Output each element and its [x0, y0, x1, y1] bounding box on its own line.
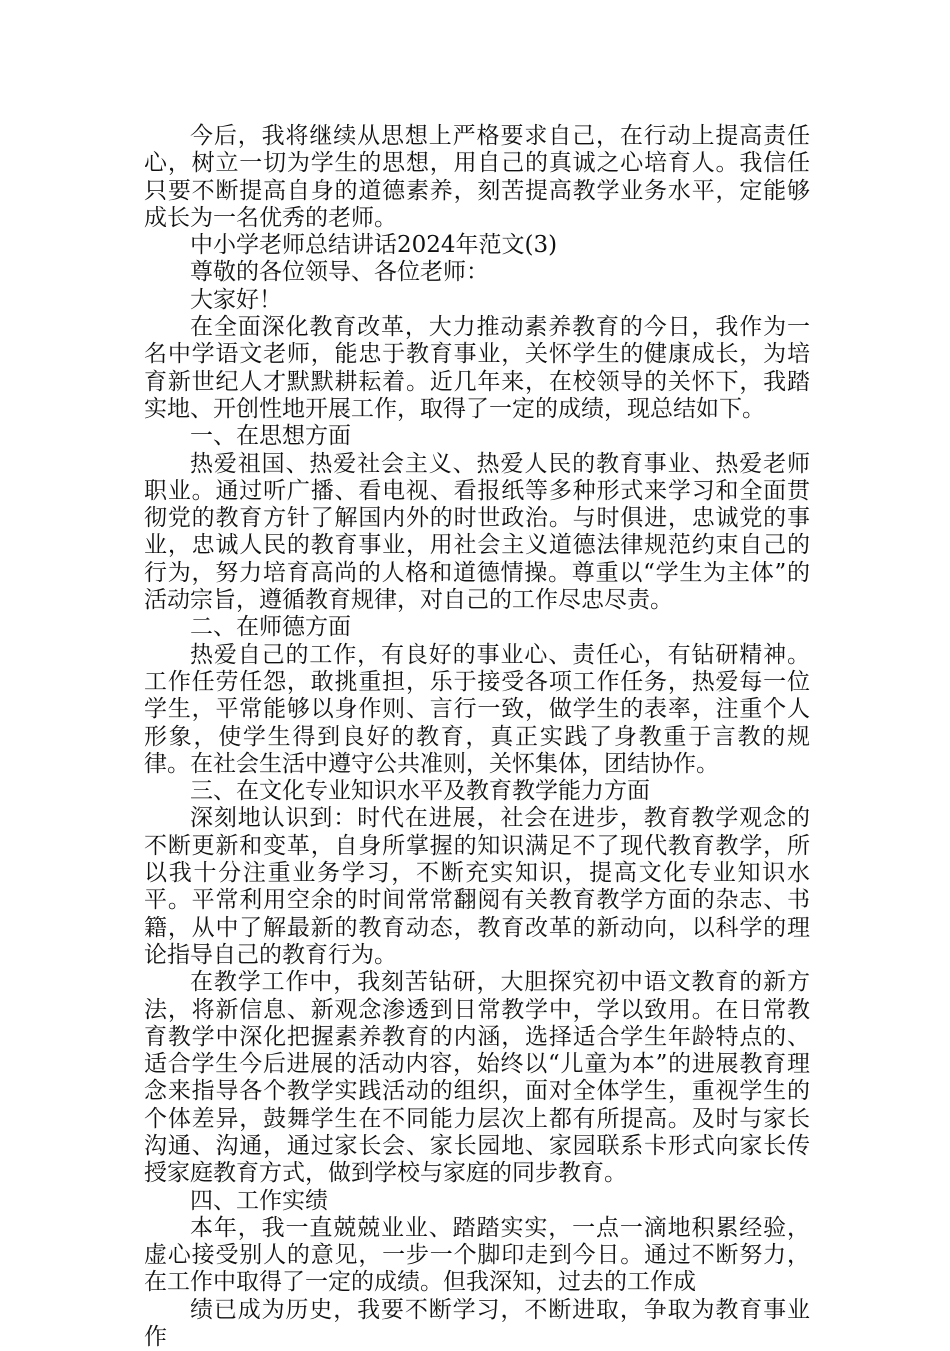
paragraph-teaching-work: 在教学工作中，我刻苦钻研，大胆探究初中语文教育的新方法，将新信息、新观念渗透到日常教学中，学以致用。在日常教育教学中深化把握素养教育的内涵，选择适合学生年龄特点的、适合学生今后进展的活动内容，始终以“儿童为本”的进展教育理念来指导各个教学实践活动的组织，面对全体学生，重视学生的个体差异，鼓舞学生在不同能力层次上都有所提高。及时与家长沟通、沟通，通过家长会、家长园地、家园联系卡形式向家长传授家庭教育方式，做到学校与家庭的同步教育。	[144, 969, 810, 1187]
paragraph-achievements: 本年，我一直兢兢业业、踏踏实实，一点一滴地积累经验，虚心接受别人的意见，一步一个脚印走到今日。通过不断努力，在工作中取得了一定的成绩。但我深知，过去的工作成	[144, 1214, 810, 1296]
heading-achievements: 四、工作实绩	[190, 1187, 328, 1214]
paragraph-introduction: 在全面深化教育改革，大力推动素养教育的今日，我作为一名中学语文老师，能忠于教育事业，关怀学生的健康成长，为培育新世纪人才默默耕耘着。近几年来，在校领导的关怀下，我踏实地、开创性地开展工作，取得了一定的成绩，现总结如下。	[144, 314, 810, 422]
paragraph-closing-remarks: 今后，我将继续从思想上严格要求自己，在行动上提高责任心，树立一切为学生的思想，用自己的真诚之心培育人。我信任只要不断提高自身的道德素养，刻苦提高教学业务水平，定能够成长为一名优秀的老师。	[144, 123, 810, 231]
paragraph-ethics: 热爱自己的工作，有良好的事业心、责任心，有钻研精神。工作任劳任怨，敢挑重担，乐于接受各项工作任务，热爱每一位学生，平常能够以身作则、言行一致，做学生的表率，注重个人形象，使学生得到良好的教育，真正实践了身教重于言教的规律。在社会生活中遵守公共准则，关怀集体，团结协作。	[144, 641, 810, 777]
salutation: 尊敬的各位领导、各位老师：	[190, 259, 489, 286]
greeting: 大家好！	[190, 286, 282, 313]
paragraph-ideology: 热爱祖国、热爱社会主义、热爱人民的教育事业、热爱老师职业。通过听广播、看电视、看报纸等多种形式来学习和全面贯彻党的教育方针了解国内外的时世政治。与时俱进，忠诚党的事业，忠诚人民的教育事业，用社会主义道德法律规范约束自己的行为，努力培育高尚的人格和道德情操。尊重以“学生为主体”的活动宗旨，遵循教育规律，对自己的工作尽忠尽责。	[144, 450, 810, 614]
heading-professional-knowledge: 三、在文化专业知识水平及教育教学能力方面	[190, 778, 650, 805]
section-title: 中小学老师总结讲话2024年范文(3)	[190, 232, 558, 259]
heading-ethics: 二、在师德方面	[190, 614, 351, 641]
heading-ideology: 一、在思想方面	[190, 423, 351, 450]
paragraph-professional-knowledge: 深刻地认识到：时代在进展，社会在进步，教育教学观念的不断更新和变革，自身所掌握的知识满足不了现代教育教学，所以我十分注重业务学习，不断充实知识，提高文化专业知识水平。平常利用空余的时间常常翻阅有关教育教学方面的杂志、书籍，从中了解最新的教育动态，教育改革的新动向，以科学的理论指导自己的教育行为。	[144, 805, 810, 968]
document-body	[144, 123, 810, 1351]
paragraph-continuation: 绩已成为历史，我要不断学习，不断进取，争取为教育事业作	[144, 1296, 810, 1351]
